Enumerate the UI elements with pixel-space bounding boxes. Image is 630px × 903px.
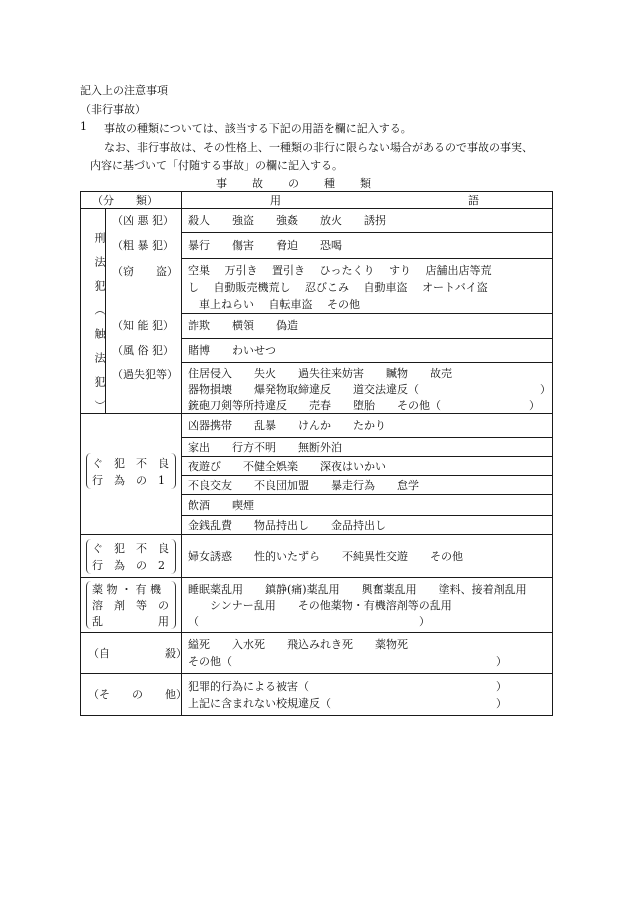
table-rule [182,437,553,438]
drugs-terms-line1: 睡眠薬乱用 鎮静(痛)薬乱用 興奮薬乱用 塗料、接着剤乱用 [188,583,527,596]
terms-negligence-line1: 住居侵入 失火 過失往来妨害 贓物 故売 [188,367,452,380]
delinquency2-label-line1: ぐ 犯 不 良 [92,542,169,555]
drugs-terms-line3: （ ） [188,615,430,628]
table-rule [80,632,553,633]
table-caption: 事 故 の 種 類 [216,177,372,190]
terms-negligence-line3: 銃砲刀剣等所持違反 売春 堕胎 その他（ ） [188,399,540,412]
table-rule [182,494,553,495]
terms-violent: 殺人 強盗 強姦 放火 誘拐 [188,214,386,227]
suicide-terms-line2: その他（ ） [188,655,507,668]
drugs-label-line1: 薬 物 ・ 有 機 [92,583,161,596]
page-title: 記入上の注意事項 [80,84,168,97]
page-subtitle: （非行事故） [80,103,146,116]
table-rule [80,191,81,716]
category-theft: （窃 盗） [112,265,178,278]
other-label: （そ の 他） [88,688,187,701]
category-morals: （風 俗 犯） [112,344,174,357]
table-rule [80,577,553,578]
suicide-terms-line1: 縊死 入水死 飛込みれき死 薬物死 [188,638,408,651]
table-rule [182,362,553,363]
table-rule [80,534,553,535]
category-negligence: （過失犯等） [112,368,178,381]
delinquency1-row: 飲酒 喫煙 [188,499,254,512]
item-note-line1: なお、非行事故は、その性格上、一種類の非行に限らない場合があるので事故の事実、 [104,141,533,154]
table-rule [182,475,553,476]
delinquency2-label-line2: 行 為 の 2 [92,559,165,572]
terms-theft-line2: し 自動販売機荒し 忍びこみ 自動車盗 オートバイ盗 [188,281,488,294]
header-terms: 用 語 [270,194,479,207]
table-rule [182,313,553,314]
delinquency1-row: 夜遊び 不健全娯楽 深夜はいかい [188,460,386,473]
table-rule [80,673,553,674]
delinquency1-row: 不良交友 不良団加盟 暴走行為 怠学 [188,479,419,492]
table-rule [552,191,553,716]
delinquency1-row: 凶器携帯 乱暴 けんか たかり [188,419,386,432]
delinquency2-terms: 婦女誘惑 性的いたずら 不純異性交遊 その他 [188,550,463,563]
item-number: 1 [80,120,87,133]
table-rule [182,232,553,233]
drugs-terms-line2: シンナー乱用 その他薬物・有機溶剤等の乱用 [188,599,452,612]
table-rule [182,515,553,516]
delinquency1-row: 家出 行方不明 無断外泊 [188,441,342,454]
terms-fraud: 詐欺 横領 偽造 [188,319,298,332]
delinquency1-row: 金銭乱費 物品持出し 金品持出し [188,519,386,532]
other-terms-line2: 上記に含まれない校規違反（ ） [188,697,507,710]
terms-rough: 暴行 傷害 脅迫 恐喝 [188,239,342,252]
table-rule [181,191,182,716]
terms-theft-line1: 空巣 万引き 置引き ひったくり すり 店舗出店等荒 [188,264,492,277]
delinquency1-label-line2: 行 為 の 1 [92,474,165,487]
category-rough: （粗 暴 犯） [112,239,174,252]
terms-morals: 賭博 わいせつ [188,344,276,357]
table-rule [80,715,553,716]
category-fraud: （知 能 犯） [112,319,174,332]
table-rule [182,456,553,457]
header-classification: （分 類） [92,194,158,207]
delinquency1-label-line1: ぐ 犯 不 良 [92,457,169,470]
other-terms-line1: 犯罪的行為による被害（ ） [188,680,507,693]
criminal-group-text: 刑法犯（触法犯） [93,232,106,424]
table-rule [182,258,553,259]
drugs-label-line3: 乱 用 [92,615,169,628]
item-text: 事故の種類については、該当する下記の用語を欄に記入する。 [104,122,412,135]
criminal-group-label [86,232,106,424]
item-note-line2: 内容に基づいて「付随する事故」の欄に記入する。 [90,159,343,172]
terms-negligence-line2: 器物損壊 爆発物取締違反 道交法違反（ ） [188,383,551,396]
drugs-label-line2: 溶 剤 等 の [92,599,169,612]
table-rule [182,338,553,339]
category-violent: （凶 悪 犯） [112,214,174,227]
terms-theft-line3: 車上ねらい 自転車盗 その他 [188,298,360,311]
suicide-label: （自 殺） [88,647,187,660]
